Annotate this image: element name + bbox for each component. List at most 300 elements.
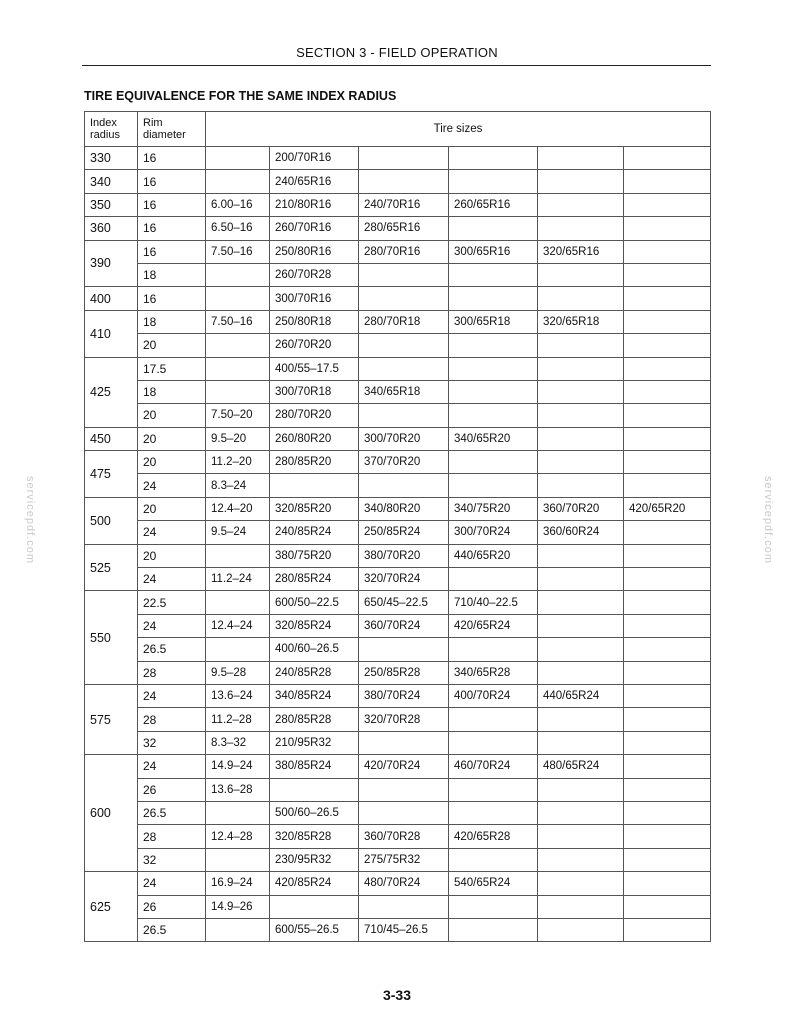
- tire-size-cell: 360/60R24: [538, 521, 624, 544]
- tire-size-cell: 13.6–24: [206, 684, 270, 707]
- rim-diameter-cell: 24: [138, 872, 206, 895]
- table-row: [85, 404, 711, 427]
- tire-size-cell: 250/80R16: [270, 240, 359, 263]
- rim-diameter-cell: 20: [138, 334, 206, 357]
- tire-size-cell: [538, 544, 624, 567]
- tire-size-cell: 12.4–20: [206, 497, 270, 520]
- table-row: [85, 497, 711, 520]
- tire-size-cell: [624, 357, 711, 380]
- tire-size-cell: 420/70R24: [359, 755, 449, 778]
- tire-size-cell: 240/85R24: [270, 521, 359, 544]
- tire-size-cell: [449, 474, 538, 497]
- tire-sizes-header: Tire sizes: [206, 112, 711, 147]
- table-row: [85, 521, 711, 544]
- tire-size-cell: [359, 778, 449, 801]
- tire-size-cell: [206, 638, 270, 661]
- tire-size-cell: 14.9–24: [206, 755, 270, 778]
- table-row: [85, 848, 711, 871]
- tire-size-cell: [270, 778, 359, 801]
- rim-diameter-cell: 20: [138, 451, 206, 474]
- tire-size-cell: [538, 451, 624, 474]
- tire-size-cell: [449, 170, 538, 193]
- tire-size-cell: [624, 895, 711, 918]
- tire-size-cell: 300/70R20: [359, 427, 449, 450]
- tire-size-cell: [359, 404, 449, 427]
- tire-size-cell: 7.50–20: [206, 404, 270, 427]
- rim-diameter-cell: 26: [138, 895, 206, 918]
- tire-size-cell: 280/85R24: [270, 568, 359, 591]
- tire-size-cell: [624, 217, 711, 240]
- rim-diameter-cell: 24: [138, 755, 206, 778]
- tire-size-cell: [206, 801, 270, 824]
- tire-size-cell: 280/70R18: [359, 310, 449, 333]
- tire-size-cell: [538, 217, 624, 240]
- tire-size-cell: [624, 801, 711, 824]
- tire-size-cell: 440/65R24: [538, 684, 624, 707]
- tire-size-cell: 280/70R20: [270, 404, 359, 427]
- tire-size-cell: [449, 334, 538, 357]
- tire-size-cell: 420/65R20: [624, 497, 711, 520]
- tire-size-cell: [538, 170, 624, 193]
- index-radius-cell: 350: [85, 193, 138, 216]
- tire-size-cell: 11.2–20: [206, 451, 270, 474]
- tire-size-cell: [538, 334, 624, 357]
- tire-size-cell: 300/70R24: [449, 521, 538, 544]
- tire-size-cell: [449, 708, 538, 731]
- index-radius-cell: 425: [85, 357, 138, 427]
- tire-size-cell: 280/70R16: [359, 240, 449, 263]
- index-radius-cell: 390: [85, 240, 138, 287]
- tire-size-cell: [624, 170, 711, 193]
- tire-size-cell: [449, 801, 538, 824]
- table-row: [85, 568, 711, 591]
- tire-size-cell: 280/85R20: [270, 451, 359, 474]
- table-row: [85, 451, 711, 474]
- tire-size-cell: 280/85R28: [270, 708, 359, 731]
- table-row: [85, 661, 711, 684]
- table-row: [85, 357, 711, 380]
- tire-size-cell: [624, 614, 711, 637]
- tire-size-cell: 8.3–32: [206, 731, 270, 754]
- section-header: SECTION 3 - FIELD OPERATION: [296, 45, 498, 60]
- rim-diameter-cell: 16: [138, 240, 206, 263]
- tire-size-cell: 260/70R16: [270, 217, 359, 240]
- tire-size-cell: [449, 778, 538, 801]
- tire-size-cell: [624, 240, 711, 263]
- tire-size-cell: [449, 568, 538, 591]
- tire-size-cell: [538, 661, 624, 684]
- tire-size-cell: [206, 170, 270, 193]
- tire-size-cell: 420/65R24: [449, 614, 538, 637]
- tire-size-cell: [449, 147, 538, 170]
- tire-size-cell: [624, 404, 711, 427]
- tire-size-cell: 380/75R20: [270, 544, 359, 567]
- tire-size-cell: 7.50–16: [206, 240, 270, 263]
- tire-size-cell: [359, 801, 449, 824]
- tire-size-cell: 9.5–20: [206, 427, 270, 450]
- index-radius-cell: 330: [85, 147, 138, 170]
- table-row: [85, 474, 711, 497]
- tire-size-cell: [206, 918, 270, 941]
- tire-size-cell: [624, 872, 711, 895]
- rim-diameter-cell: 18: [138, 380, 206, 403]
- tire-size-cell: 340/65R18: [359, 380, 449, 403]
- tire-size-cell: 340/65R28: [449, 661, 538, 684]
- tire-size-cell: [624, 263, 711, 286]
- table-row: [85, 614, 711, 637]
- table-row: [85, 287, 711, 310]
- tire-size-cell: [538, 825, 624, 848]
- tire-size-cell: 340/65R20: [449, 427, 538, 450]
- tire-size-cell: [359, 731, 449, 754]
- tire-size-cell: [624, 287, 711, 310]
- tire-size-cell: [538, 357, 624, 380]
- tire-size-cell: [624, 638, 711, 661]
- tire-size-cell: [624, 731, 711, 754]
- watermark-right: servicepdf.com: [762, 476, 774, 564]
- tire-size-cell: [359, 287, 449, 310]
- rim-diameter-cell: 26: [138, 778, 206, 801]
- tire-size-cell: [449, 287, 538, 310]
- table-row: [85, 684, 711, 707]
- tire-size-cell: 240/85R28: [270, 661, 359, 684]
- index-radius-cell: 360: [85, 217, 138, 240]
- tire-size-cell: [270, 474, 359, 497]
- tire-size-cell: 320/85R20: [270, 497, 359, 520]
- rim-diameter-cell: 18: [138, 263, 206, 286]
- table-row: [85, 147, 711, 170]
- tire-size-cell: 6.50–16: [206, 217, 270, 240]
- tire-size-cell: 260/70R20: [270, 334, 359, 357]
- tire-equivalence-table: [84, 111, 711, 942]
- tire-size-cell: 420/85R24: [270, 872, 359, 895]
- tire-size-cell: [359, 638, 449, 661]
- tire-size-cell: [538, 918, 624, 941]
- tire-size-cell: [449, 638, 538, 661]
- table-row: [85, 263, 711, 286]
- table-row: [85, 240, 711, 263]
- tire-size-cell: [538, 193, 624, 216]
- tire-size-cell: [538, 147, 624, 170]
- tire-size-cell: [538, 731, 624, 754]
- index-radius-cell: 400: [85, 287, 138, 310]
- tire-size-cell: [538, 614, 624, 637]
- tire-size-cell: 250/80R18: [270, 310, 359, 333]
- rim-diameter-cell: 26.5: [138, 638, 206, 661]
- rim-diameter-cell: 16: [138, 147, 206, 170]
- tire-size-cell: 540/65R24: [449, 872, 538, 895]
- tire-size-cell: [206, 263, 270, 286]
- tire-size-cell: 710/45–26.5: [359, 918, 449, 941]
- tire-size-cell: [624, 521, 711, 544]
- table-row: [85, 778, 711, 801]
- table-row: [85, 755, 711, 778]
- tire-size-cell: [449, 895, 538, 918]
- tire-size-cell: [624, 568, 711, 591]
- tire-size-cell: [206, 147, 270, 170]
- table-row: [85, 334, 711, 357]
- tire-size-cell: 210/80R16: [270, 193, 359, 216]
- tire-size-cell: 320/85R24: [270, 614, 359, 637]
- tire-size-cell: [449, 731, 538, 754]
- rim-diameter-cell: 18: [138, 310, 206, 333]
- tire-size-cell: 710/40–22.5: [449, 591, 538, 614]
- tire-size-cell: 9.5–28: [206, 661, 270, 684]
- tire-size-cell: [538, 895, 624, 918]
- rim-diameter-cell: 28: [138, 661, 206, 684]
- tire-size-cell: 400/70R24: [449, 684, 538, 707]
- rim-diameter-cell: 22.5: [138, 591, 206, 614]
- tire-size-cell: [538, 263, 624, 286]
- tire-size-cell: [624, 778, 711, 801]
- index-radius-cell: 500: [85, 497, 138, 544]
- index-radius-cell: 600: [85, 755, 138, 872]
- tire-size-cell: [359, 147, 449, 170]
- tire-size-cell: [206, 591, 270, 614]
- tire-size-cell: 360/70R20: [538, 497, 624, 520]
- tire-size-cell: [538, 568, 624, 591]
- tire-size-cell: [449, 357, 538, 380]
- header-rule: [82, 65, 711, 66]
- table-row: [85, 872, 711, 895]
- index-radius-cell: 550: [85, 591, 138, 685]
- tire-size-cell: 300/70R16: [270, 287, 359, 310]
- rim-diameter-cell: 16: [138, 217, 206, 240]
- tire-size-cell: 600/55–26.5: [270, 918, 359, 941]
- tire-size-cell: [206, 848, 270, 871]
- table-row: [85, 708, 711, 731]
- tire-size-cell: 11.2–28: [206, 708, 270, 731]
- rim-diameter-cell: 24: [138, 684, 206, 707]
- rim-diameter-cell: 24: [138, 614, 206, 637]
- page-number: 3-33: [382, 987, 412, 1003]
- rim-diameter-cell: 16: [138, 193, 206, 216]
- table-title: TIRE EQUIVALENCE FOR THE SAME INDEX RADIUS: [84, 89, 397, 103]
- tire-size-cell: [624, 334, 711, 357]
- tire-size-cell: 13.6–28: [206, 778, 270, 801]
- tire-size-cell: [449, 217, 538, 240]
- tire-size-cell: [359, 474, 449, 497]
- tire-size-cell: 380/70R20: [359, 544, 449, 567]
- table-row: [85, 801, 711, 824]
- tire-size-cell: [449, 918, 538, 941]
- index-radius-cell: 410: [85, 310, 138, 357]
- tire-size-cell: 8.3–24: [206, 474, 270, 497]
- tire-size-cell: [624, 918, 711, 941]
- tire-size-cell: 360/70R24: [359, 614, 449, 637]
- tire-size-cell: [270, 895, 359, 918]
- tire-size-cell: [538, 638, 624, 661]
- rim-diameter-cell: 32: [138, 848, 206, 871]
- tire-size-cell: [449, 848, 538, 871]
- table-body: [85, 147, 711, 942]
- rim-diameter-cell: 28: [138, 825, 206, 848]
- tire-size-cell: [206, 357, 270, 380]
- index-radius-cell: 625: [85, 872, 138, 942]
- table-row: [85, 591, 711, 614]
- rim-diameter-cell: 20: [138, 497, 206, 520]
- tire-size-cell: 460/70R24: [449, 755, 538, 778]
- tire-size-cell: 200/70R16: [270, 147, 359, 170]
- rim-diameter-cell: 24: [138, 521, 206, 544]
- tire-size-cell: 16.9–24: [206, 872, 270, 895]
- tire-size-cell: 340/75R20: [449, 497, 538, 520]
- tire-size-cell: 340/80R20: [359, 497, 449, 520]
- tire-size-cell: 480/65R24: [538, 755, 624, 778]
- tire-size-cell: 260/70R28: [270, 263, 359, 286]
- rim-diameter-cell: 20: [138, 544, 206, 567]
- tire-size-cell: 260/80R20: [270, 427, 359, 450]
- tire-size-cell: [359, 895, 449, 918]
- tire-size-cell: [624, 380, 711, 403]
- table-row: [85, 193, 711, 216]
- tire-size-cell: [449, 263, 538, 286]
- rim-diameter-cell: 32: [138, 731, 206, 754]
- tire-size-cell: 260/65R16: [449, 193, 538, 216]
- tire-size-cell: [538, 872, 624, 895]
- tire-size-cell: 280/65R16: [359, 217, 449, 240]
- tire-size-cell: 650/45–22.5: [359, 591, 449, 614]
- tire-size-cell: 240/70R16: [359, 193, 449, 216]
- tire-size-cell: [449, 451, 538, 474]
- tire-size-cell: [624, 193, 711, 216]
- tire-size-cell: [538, 287, 624, 310]
- tire-size-cell: [624, 544, 711, 567]
- tire-size-cell: 210/95R32: [270, 731, 359, 754]
- rim-diameter-cell: 16: [138, 170, 206, 193]
- tire-size-cell: 320/85R28: [270, 825, 359, 848]
- tire-size-cell: 6.00–16: [206, 193, 270, 216]
- table-row: [85, 310, 711, 333]
- tire-size-cell: [206, 544, 270, 567]
- tire-size-cell: [624, 755, 711, 778]
- tire-size-cell: [624, 427, 711, 450]
- tire-size-cell: 230/95R32: [270, 848, 359, 871]
- tire-size-cell: 14.9–26: [206, 895, 270, 918]
- index-radius-cell: 575: [85, 684, 138, 754]
- tire-size-cell: [206, 287, 270, 310]
- tire-size-cell: 300/70R18: [270, 380, 359, 403]
- rim-diameter-cell: 26.5: [138, 801, 206, 824]
- tire-size-cell: [538, 708, 624, 731]
- rim-diameter-cell: 28: [138, 708, 206, 731]
- rim-diameter-cell: 17.5: [138, 357, 206, 380]
- tire-size-cell: 370/70R20: [359, 451, 449, 474]
- tire-size-cell: [538, 801, 624, 824]
- tire-size-cell: [359, 357, 449, 380]
- tire-size-cell: 340/85R24: [270, 684, 359, 707]
- tire-size-cell: 300/65R16: [449, 240, 538, 263]
- tire-size-cell: 600/50–22.5: [270, 591, 359, 614]
- tire-size-cell: 380/85R24: [270, 755, 359, 778]
- tire-size-cell: [206, 380, 270, 403]
- rim-diameter-cell: 16: [138, 287, 206, 310]
- tire-size-cell: 275/75R32: [359, 848, 449, 871]
- index-radius-cell: 475: [85, 451, 138, 498]
- tire-size-cell: 420/65R28: [449, 825, 538, 848]
- tire-size-cell: 250/85R28: [359, 661, 449, 684]
- tire-size-cell: [624, 147, 711, 170]
- tire-size-cell: 320/70R28: [359, 708, 449, 731]
- tire-size-cell: [624, 684, 711, 707]
- tire-size-cell: [624, 708, 711, 731]
- index-radius-header: Index radius: [85, 112, 138, 147]
- tire-size-cell: [359, 334, 449, 357]
- tire-size-cell: [359, 170, 449, 193]
- table-header-row: [85, 112, 711, 147]
- index-radius-cell: 450: [85, 427, 138, 450]
- tire-size-cell: [538, 474, 624, 497]
- rim-diameter-cell: 20: [138, 404, 206, 427]
- table-row: [85, 170, 711, 193]
- tire-size-cell: [624, 848, 711, 871]
- tire-size-cell: 360/70R28: [359, 825, 449, 848]
- tire-size-cell: [624, 825, 711, 848]
- tire-size-cell: 9.5–24: [206, 521, 270, 544]
- index-radius-cell: 525: [85, 544, 138, 591]
- rim-diameter-cell: 24: [138, 568, 206, 591]
- tire-size-cell: [624, 661, 711, 684]
- tire-size-cell: 300/65R18: [449, 310, 538, 333]
- tire-size-cell: [624, 474, 711, 497]
- rim-diameter-cell: 20: [138, 427, 206, 450]
- table-row: [85, 895, 711, 918]
- tire-size-cell: 480/70R24: [359, 872, 449, 895]
- table-row: [85, 217, 711, 240]
- tire-size-cell: 320/65R16: [538, 240, 624, 263]
- tire-size-cell: [359, 263, 449, 286]
- tire-size-cell: [538, 778, 624, 801]
- table-row: [85, 380, 711, 403]
- tire-size-cell: [624, 310, 711, 333]
- index-radius-cell: 340: [85, 170, 138, 193]
- watermark-left: servicepdf.com: [24, 476, 36, 564]
- tire-size-cell: 320/65R18: [538, 310, 624, 333]
- tire-size-cell: [449, 404, 538, 427]
- tire-size-cell: 320/70R24: [359, 568, 449, 591]
- tire-size-cell: 400/60–26.5: [270, 638, 359, 661]
- tire-size-cell: [538, 591, 624, 614]
- tire-size-cell: [538, 404, 624, 427]
- table-row: [85, 638, 711, 661]
- tire-size-cell: [624, 591, 711, 614]
- tire-size-cell: 11.2–24: [206, 568, 270, 591]
- table-row: [85, 731, 711, 754]
- table-row: [85, 825, 711, 848]
- table-row: [85, 918, 711, 941]
- tire-size-cell: 250/85R24: [359, 521, 449, 544]
- tire-size-cell: [206, 334, 270, 357]
- tire-size-cell: 240/65R16: [270, 170, 359, 193]
- tire-size-cell: [624, 451, 711, 474]
- tire-size-cell: [538, 848, 624, 871]
- table-row: [85, 427, 711, 450]
- tire-size-cell: [538, 380, 624, 403]
- tire-size-cell: [538, 427, 624, 450]
- rim-diameter-cell: 26.5: [138, 918, 206, 941]
- tire-size-cell: 12.4–28: [206, 825, 270, 848]
- tire-size-cell: 7.50–16: [206, 310, 270, 333]
- rim-diameter-header: Rim diameter: [138, 112, 206, 147]
- rim-diameter-cell: 24: [138, 474, 206, 497]
- tire-size-cell: 440/65R20: [449, 544, 538, 567]
- tire-size-cell: [449, 380, 538, 403]
- table-row: [85, 544, 711, 567]
- tire-size-cell: 12.4–24: [206, 614, 270, 637]
- tire-size-cell: 400/55–17.5: [270, 357, 359, 380]
- tire-size-cell: 380/70R24: [359, 684, 449, 707]
- tire-size-cell: 500/60–26.5: [270, 801, 359, 824]
